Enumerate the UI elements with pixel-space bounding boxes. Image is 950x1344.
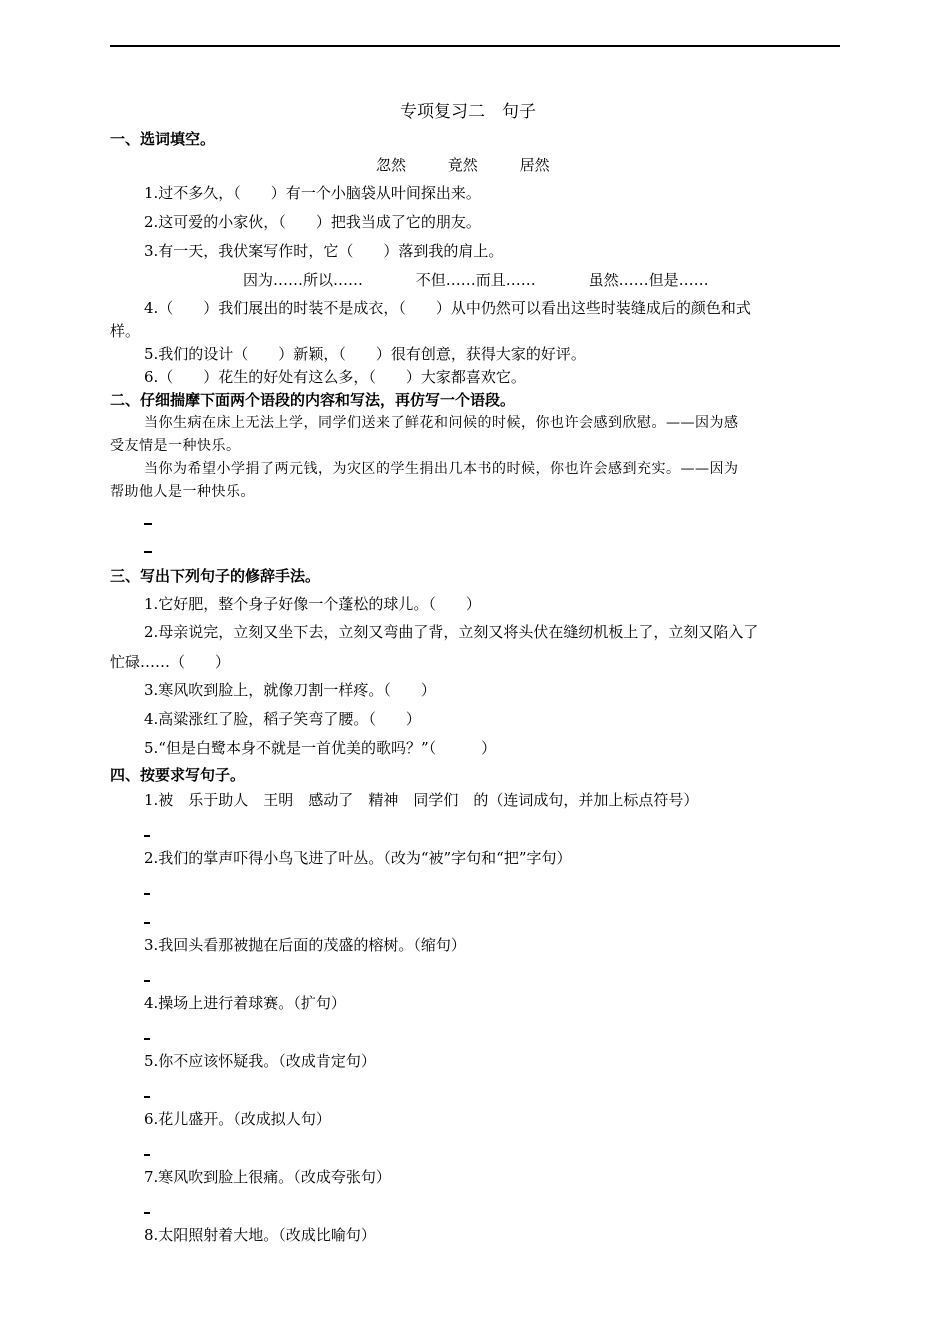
s3-question-2-cont: 忙碌……（ ） <box>110 653 231 671</box>
s4-question-6: 6.花儿盛开。（改成拟人句） <box>144 1110 331 1128</box>
s3-question-5: 5.“但是白鹭本身不就是一首优美的歌吗？”（ ） <box>144 739 497 757</box>
answer-line[interactable] <box>144 835 150 837</box>
word-option: 不但……而且…… <box>415 271 536 289</box>
s1-question-6: 6.（ ）花生的好处有这么多，（ ）大家都喜欢它。 <box>144 368 526 386</box>
s4-question-3: 3.我回头看那被抛在后面的茂盛的榕树。（缩句） <box>144 936 466 954</box>
answer-line[interactable] <box>144 1096 150 1098</box>
s3-question-2: 2.母亲说完，立刻又坐下去，立刻又弯曲了背，立刻又将头伏在缝纫机板上了，立刻又陷入了 <box>144 623 759 641</box>
section-1-heading: 一、选词填空。 <box>110 130 216 148</box>
word-option: 虽然……但是…… <box>588 271 709 289</box>
s1-question-3: 3.有一天，我伏案写作时，它（ ）落到我的肩上。 <box>144 242 504 260</box>
answer-line[interactable] <box>144 551 152 553</box>
s3-question-3: 3.寒风吹到脸上，就像刀割一样疼。（ ） <box>144 681 436 699</box>
word-option: 忽然 <box>376 156 407 174</box>
answer-line[interactable] <box>144 1212 150 1214</box>
s4-question-5: 5.你不应该怀疑我。（改成肯定句） <box>144 1052 376 1070</box>
word-option: 居然 <box>519 156 550 174</box>
s3-question-4: 4.高粱涨红了脸，稻子笑弯了腰。（ ） <box>144 710 421 728</box>
word-option: 竟然 <box>447 156 478 174</box>
answer-line[interactable] <box>144 922 150 924</box>
answer-line[interactable] <box>144 1154 150 1156</box>
word-choices-2 <box>243 270 709 290</box>
page-title: 专项复习二 句子 <box>400 102 536 122</box>
s2-passage-2: 当你为希望小学捐了两元钱，为灾区的学生捐出几本书的时候，你也许会感到充实。——因为 <box>144 461 739 477</box>
word-choices-1 <box>376 155 550 175</box>
s1-question-1: 1.过不多久，（ ）有一个小脑袋从叶间探出来。 <box>144 184 481 202</box>
s3-question-1: 1.它好肥，整个身子好像一个蓬松的球儿。（ ） <box>144 595 481 613</box>
answer-line[interactable] <box>144 523 152 525</box>
s1-question-5: 5.我们的设计（ ）新颖，（ ）很有创意，获得大家的好评。 <box>144 345 586 363</box>
answer-line[interactable] <box>144 980 150 982</box>
word-option: 因为……所以…… <box>243 271 364 289</box>
header-rule <box>110 45 840 47</box>
s1-question-4-cont: 样。 <box>110 322 141 340</box>
s4-question-8: 8.太阳照射着大地。（改成比喻句） <box>144 1226 376 1244</box>
s4-question-4: 4.操场上进行着球赛。（扩句） <box>144 994 346 1012</box>
s2-passage-2-cont: 帮助他人是一种快乐。 <box>110 484 255 500</box>
s1-question-4: 4.（ ）我们展出的时装不是成衣，（ ）从中仍然可以看出这些时装缝成后的颜色和式 <box>144 299 751 317</box>
section-4-heading: 四、按要求写句子。 <box>110 766 246 784</box>
section-2-heading: 二、仔细揣摩下面两个语段的内容和写法，再仿写一个语段。 <box>110 391 516 409</box>
s2-passage-1-cont: 受友情是一种快乐。 <box>110 438 241 454</box>
answer-line[interactable] <box>144 1038 150 1040</box>
section-3-heading: 三、写出下列句子的修辞手法。 <box>110 567 321 585</box>
s1-question-2: 2.这可爱的小家伙，（ ）把我当成了它的朋友。 <box>144 213 481 231</box>
s2-passage-1: 当你生病在床上无法上学，同学们送来了鲜花和问候的时候，你也许会感到欣慰。——因为感 <box>144 415 739 431</box>
s4-question-1: 1.被 乐于助人 王明 感动了 精神 同学们 的（连词成句，并加上标点符号） <box>144 791 699 809</box>
s4-question-2: 2.我们的掌声吓得小鸟飞进了叶丛。（改为“被”字句和“把”字句） <box>144 849 572 867</box>
answer-line[interactable] <box>144 893 150 895</box>
s4-question-7: 7.寒风吹到脸上很痛。（改成夸张句） <box>144 1168 391 1186</box>
